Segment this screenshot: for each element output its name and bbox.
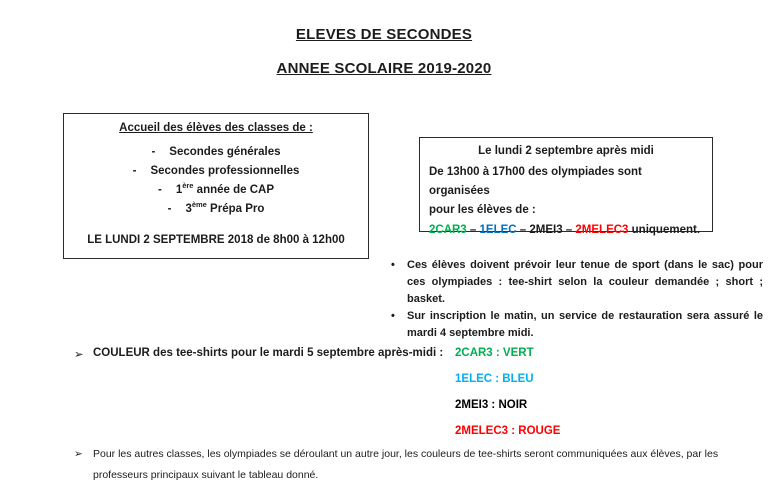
- class-2car3: 2CAR3: [429, 224, 467, 236]
- color-line-1elec: 1ELEC : BLEU: [455, 373, 534, 385]
- arrow-bullet-icon: ➢: [74, 448, 83, 460]
- note-text: Ces élèves doivent prévoir leur tenue de sport (dans le sac) pour ces olympiades : tee-shirt selon la couleur demandée ; short ; basket.: [407, 259, 763, 305]
- olympiades-classes-line: [429, 224, 703, 236]
- note-item: [387, 308, 763, 342]
- document-title-line2: ANNEE SCOLAIRE 2019-2020: [276, 60, 492, 77]
- olympiades-body-line1: De 13h00 à 17h00 des olympiades sont organisées: [429, 166, 642, 197]
- document-title-line1: ELEVES DE SECONDES: [295, 26, 473, 43]
- accueil-items: [64, 143, 368, 219]
- footer-note: [74, 444, 736, 486]
- accueil-box: [63, 113, 369, 259]
- list-item-text: 1ère année de CAP: [175, 181, 275, 196]
- list-item-text: Secondes générales: [169, 146, 281, 158]
- color-line-2car3: 2CAR3 : VERT: [455, 347, 534, 359]
- accueil-heading: Accueil des élèves des classes de :: [119, 122, 313, 134]
- list-item: [64, 200, 368, 219]
- couleur-label: COULEUR des tee-shirts pour le mardi 5 septembre après-midi :: [93, 347, 444, 359]
- list-item-text: Secondes professionnelles: [150, 165, 300, 177]
- olympiades-body-line2: pour les élèves de :: [429, 204, 536, 216]
- class-1elec: 1ELEC: [479, 224, 517, 236]
- footer-note-text: Pour les autres classes, les olympiades se déroulant un autre jour, les couleurs de tee-shirts seront communiquées aux élèves, par les professeurs principaux suivant le tableau donné.: [93, 448, 719, 481]
- arrow-bullet-icon: ➢: [74, 349, 84, 361]
- dash-bullet: -: [151, 146, 156, 158]
- list-item-text: 3ème Prépa Pro: [185, 200, 265, 215]
- separator: –: [466, 224, 480, 236]
- dash-bullet: -: [132, 165, 137, 177]
- couleur-section: [74, 347, 443, 361]
- bullet-icon: •: [391, 259, 395, 271]
- notes-list: [387, 257, 763, 342]
- olympiades-body: [429, 163, 703, 220]
- tee-shirt-color-list: [455, 347, 560, 451]
- color-line-2melec3: 2MELEC3 : ROUGE: [455, 425, 561, 437]
- list-item: [64, 162, 368, 181]
- note-text: Sur inscription le matin, un service de restauration sera assuré le mardi 4 septembre midi.: [407, 310, 763, 339]
- olympiades-box: [419, 137, 713, 236]
- class-2melec3: 2MELEC3: [575, 224, 629, 236]
- list-item: [64, 143, 368, 162]
- classes-line-end: uniquement.: [628, 224, 701, 236]
- olympiades-heading: Le lundi 2 septembre après midi: [478, 145, 654, 157]
- dash-bullet: -: [157, 184, 162, 196]
- list-item: [64, 181, 368, 200]
- accueil-date-line: LE LUNDI 2 SEPTEMBRE 2018 de 8h00 à 12h00: [87, 234, 345, 246]
- bullet-icon: •: [391, 310, 395, 322]
- note-item: [387, 257, 763, 308]
- color-line-2mei3: 2MEI3 : NOIR: [455, 399, 528, 411]
- separator: – 2MEI3 –: [516, 224, 576, 236]
- dash-bullet: -: [167, 203, 172, 215]
